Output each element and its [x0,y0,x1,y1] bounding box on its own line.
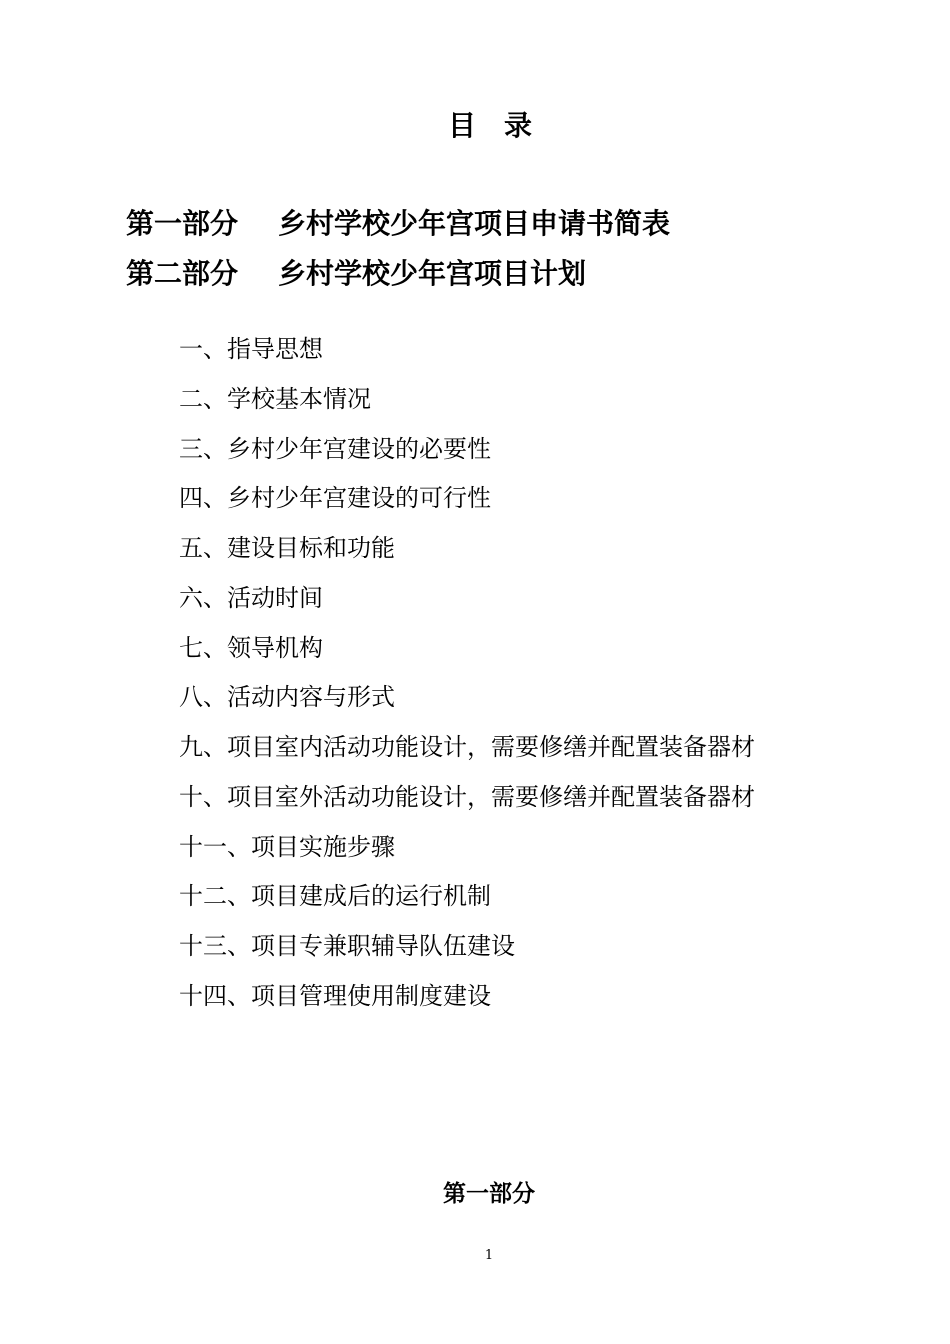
page-title: 目 录 [447,109,532,142]
toc-item: 七、领导机构 [179,634,323,662]
toc-item: 四、乡村少年宫建设的可行性 [179,484,491,512]
toc-item: 八、活动内容与形式 [179,683,395,711]
part-number: 第二部分 [126,257,239,290]
toc-part-1 [126,202,670,246]
toc-item: 一、指导思想 [179,335,323,363]
toc-item: 九、项目室内活动功能设计，需要修缮并配置装备器材 [179,733,755,761]
toc-item: 三、乡村少年宫建设的必要性 [179,435,491,463]
toc-item: 二、学校基本情况 [179,385,371,413]
toc-item: 十四、项目管理使用制度建设 [179,982,491,1010]
part-title: 乡村学校少年宫项目申请书简表 [278,207,671,240]
toc-item: 十、项目室外活动功能设计，需要修缮并配置装备器材 [179,783,755,811]
toc-item: 十二、项目建成后的运行机制 [179,882,491,910]
page-number: 1 [484,1248,494,1263]
part-title: 乡村学校少年宫项目计划 [278,257,587,290]
toc-item: 十一、项目实施步骤 [179,833,395,861]
toc-item: 十三、项目专兼职辅导队伍建设 [179,932,515,960]
section-heading: 第一部分 [443,1180,535,1207]
toc-item: 六、活动时间 [179,584,323,612]
part-number: 第一部分 [126,207,239,240]
toc-item: 五、建设目标和功能 [179,534,395,562]
toc-part-2 [126,252,586,296]
